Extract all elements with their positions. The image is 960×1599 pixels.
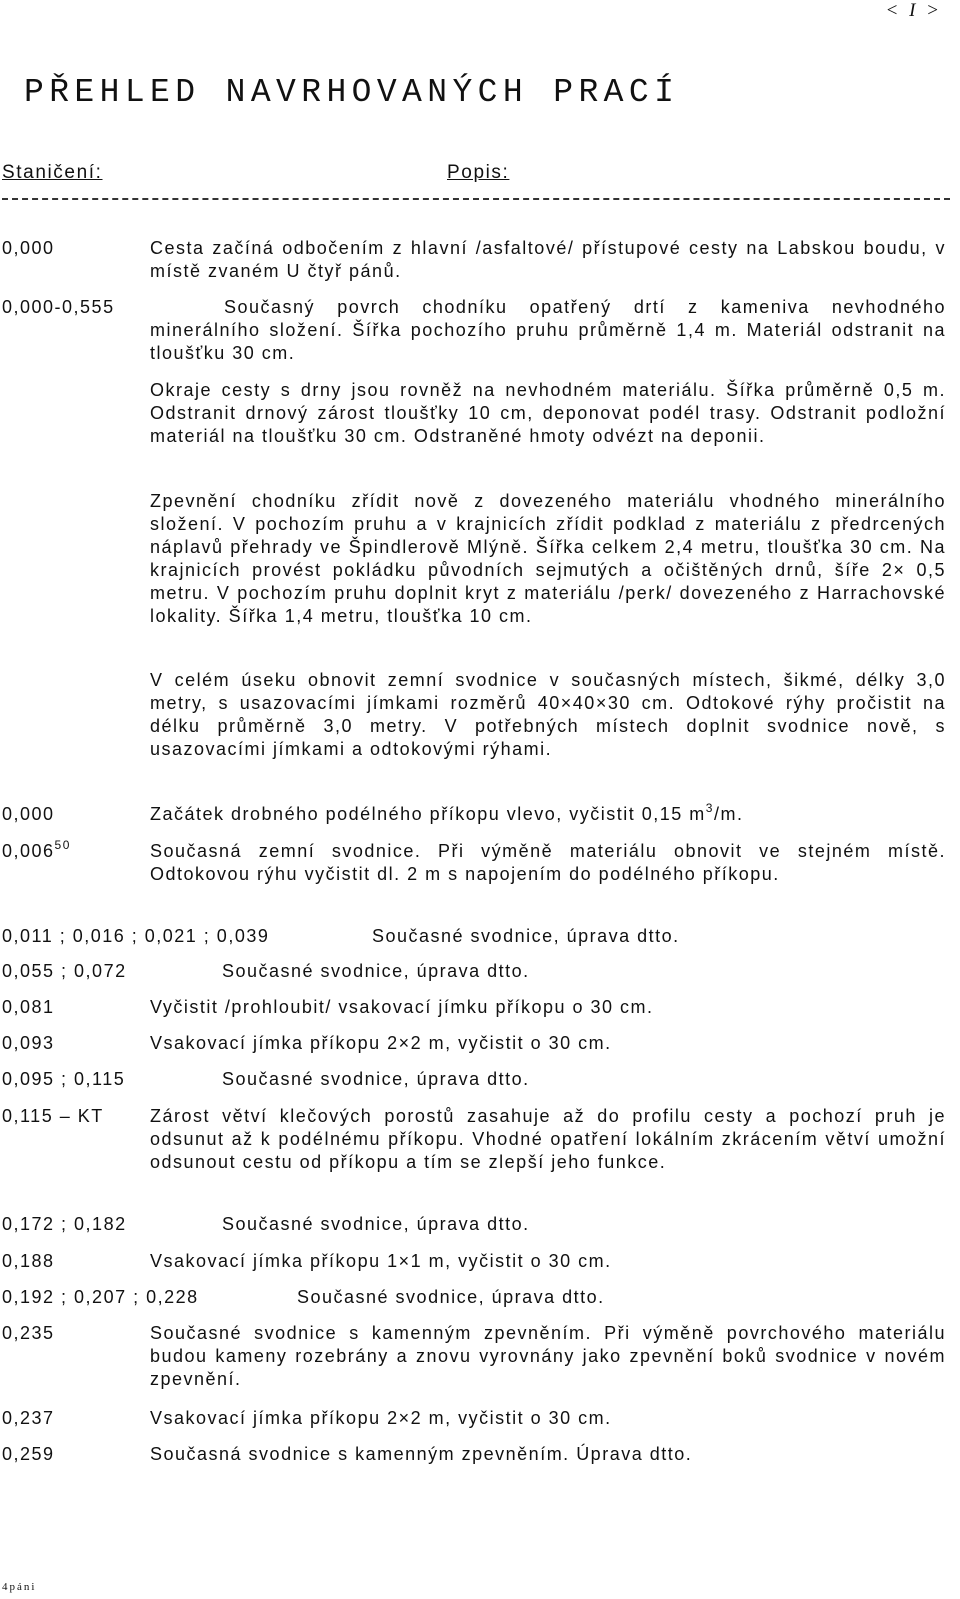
station-value: 0,081: [2, 997, 55, 1017]
station-value: 0,011 ; 0,016 ; 0,021 ; 0,039: [2, 926, 270, 946]
entry-description: Současná svodnice s kamenným zpevněním. Úprava dtto.: [150, 1444, 693, 1464]
entry-description: Zpevnění chodníku zřídit nově z dovezeného materiálu vhodného minerálního složení. V pochozím pruhu a v krajnicích zřídit podklad z materiálu z předrcených náplavů přehrady ve Špindlerově Mlýně. Šířka celkem 2,4 metru, tloušťka 30 cm. Na krajnicích provést pokládku původních sejmutých a očištěných drnů, šíře 2× 0,5 metru. V pochozím pruhu doplnit kryt z materiálu /perk/ dovezeného z Harrachovské lokality. Šířka 1,4 metru, tloušťka 10 cm.: [150, 491, 946, 626]
entry-description: Cesta začíná odbočením z hlavní /asfaltové/ přístupové cesty na Labskou boudu, v místě zvaném U čtyř pánů.: [150, 238, 946, 281]
entry-description: Současná zemní svodnice. Při výměně materiálu obnovit ve stejném místě. Odtokovou rýhu vyčistit dl. 2 m s napojením do podélného příkopu.: [150, 841, 946, 884]
page-number: < I >: [885, 0, 942, 21]
station-value: 0,000-0,555: [2, 297, 115, 317]
entry-description: Vsakovací jímka příkopu 2×2 m, vyčistit o 30 cm.: [150, 1408, 612, 1428]
footer-text: 4páni: [2, 1581, 37, 1593]
station-value: 0,188: [2, 1251, 55, 1271]
station-value: 0,237: [2, 1408, 55, 1428]
entry-description: Vyčistit /prohloubit/ vsakovací jímku příkopu o 30 cm.: [150, 997, 654, 1017]
station-value: 0,093: [2, 1033, 55, 1053]
entry-description: Současné svodnice, úprava dtto.: [222, 1069, 530, 1089]
entry-description: Současné svodnice, úprava dtto.: [222, 1214, 530, 1234]
stationing-header: Staničení:: [2, 162, 103, 183]
station-value: 0,095 ; 0,115: [2, 1069, 126, 1089]
entry-description: Zárost větví klečových porostů zasahuje až do profilu cesty a pochozí pruh je odsunut až k podélnému příkopu. Vhodné opatření lokálním zkrácením větví umožní odsunout cestu od příkopu a tím se zlepší jeho funkce.: [150, 1106, 946, 1172]
description-header: Popis:: [447, 162, 510, 183]
station-value: 0,172 ; 0,182: [2, 1214, 127, 1234]
station-value: 0,115 – KT: [2, 1106, 104, 1126]
station-superscript: 50: [54, 838, 71, 852]
station-value: 0,055 ; 0,072: [2, 961, 127, 981]
entry-description: Současné svodnice, úprava dtto.: [222, 961, 530, 981]
entry-description: Současné svodnice, úprava dtto.: [372, 926, 680, 946]
page-title: PŘEHLED NAVRHOVANÝCH PRACÍ: [24, 74, 680, 111]
station-value: 0,259: [2, 1444, 55, 1464]
entry-description: Okraje cesty s drny jsou rovněž na nevhodném materiálu. Šířka průměrně 0,5 m. Odstranit drnový zárost tloušťky 10 cm, deponovat podél trasy. Odstranit podložní materiál na tloušťku 30 cm. Odstraněné hmoty odvézt na deponii.: [150, 380, 946, 446]
entry-description: Současné svodnice, úprava dtto.: [297, 1287, 605, 1307]
entry-description: Začátek drobného podélného příkopu vlevo, vyčistit 0,15 $m^3/m$.: [150, 801, 744, 824]
station-value: 0,000: [2, 804, 55, 824]
station-value: 0,192 ; 0,207 ; 0,228: [2, 1287, 199, 1307]
entry-description: Vsakovací jímka příkopu 1×1 m, vyčistit o 30 cm.: [150, 1251, 612, 1271]
station-value: 0,235: [2, 1323, 55, 1343]
station-value: 0,000: [2, 238, 55, 258]
station-value: 0,006$^{50}$: [2, 838, 71, 861]
entry-description: V celém úseku obnovit zemní svodnice v současných místech, šikmé, délky 3,0 metry, s usazovacími jímkami rozměrů 40×40×30 cm. Odtokové rýhy pročistit na délku průměrně 3,0 metry. V potřebných místech doplnit svodnice nově, s usazovacími jímkami a odtokovými rýhami.: [150, 670, 946, 759]
dashed-divider: [2, 198, 950, 200]
entry-description: Současné svodnice s kamenným zpevněním. Při výměně povrchového materiálu budou kameny rozebrány a znovu vyrovnány jako zpevnění boků svodnice v novém zpevnění.: [150, 1323, 946, 1389]
entry-description: Vsakovací jímka příkopu 2×2 m, vyčistit o 30 cm.: [150, 1033, 612, 1053]
entry-description: Současný povrch chodníku opatřený drtí z kameniva nevhodného minerálního složení. Šířka pochozího pruhu průměrně 1,4 m. Materiál odstranit na tloušťku 30 cm.: [150, 297, 946, 363]
superscript: 3: [705, 801, 714, 815]
